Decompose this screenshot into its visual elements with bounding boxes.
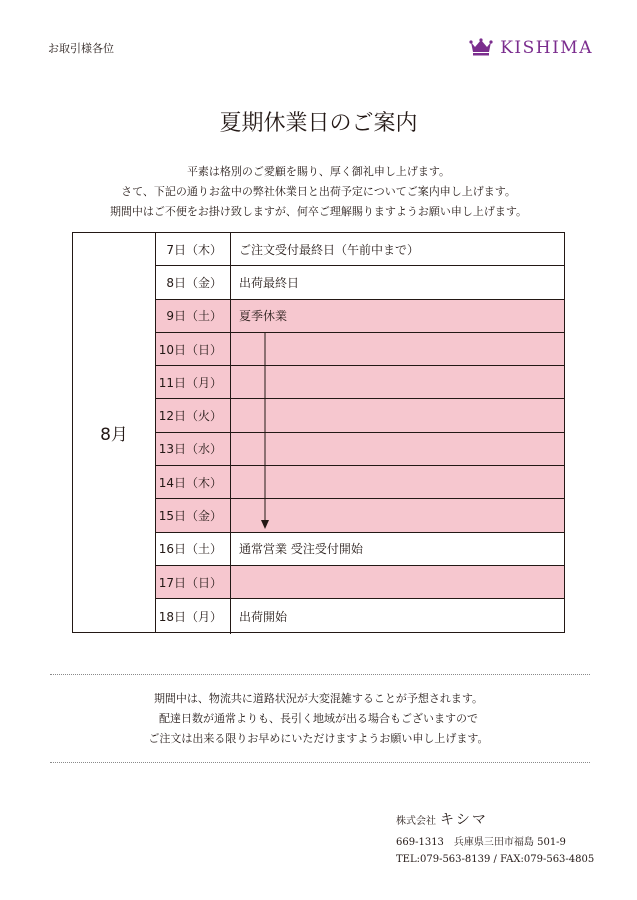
notice-line: ご注文は出来る限りお早めにいただけますようお願い申し上げます。 (148, 732, 489, 745)
schedule-row (156, 233, 564, 266)
schedule-note: 出荷最終日 (239, 275, 300, 290)
notice-line: 期間中は、物流共に道路状況が大変混雑することが予想されます。 (153, 692, 484, 705)
schedule-date: 10日（日） (156, 333, 231, 365)
schedule-note (231, 399, 564, 431)
down-arrow-icon (261, 333, 269, 529)
schedule-row (156, 466, 564, 499)
schedule-date: 14日（木） (156, 466, 231, 498)
schedule-date: 8日（金） (156, 266, 231, 298)
recipient-label: お取引様各位 (48, 42, 114, 55)
schedule-note (231, 433, 564, 465)
divider (50, 762, 590, 763)
schedule-note: 夏季休業 (239, 309, 288, 324)
schedule-date: 15日（金） (156, 499, 231, 531)
schedule-rows (156, 233, 564, 632)
company-logo (468, 38, 593, 58)
company-address: 669-1313 兵庫県三田市福島 501-9 (396, 837, 566, 848)
schedule-date: 18日（月） (156, 599, 231, 634)
crown-icon (468, 38, 494, 58)
month-cell: 8月 (73, 233, 156, 632)
schedule-date: 9日（土） (156, 300, 231, 332)
schedule-row (156, 566, 564, 599)
schedule-note (231, 499, 564, 531)
schedule-row (156, 266, 564, 299)
intro-line: 期間中はご不便をお掛け致しますが、何卒ご理解賜りますようお願い申し上げます。 (109, 205, 528, 218)
page-title: 夏期休業日のご案内 (219, 111, 418, 136)
schedule-row (156, 300, 564, 333)
schedule-row (156, 533, 564, 566)
intro-line: 平素は格別のご愛顧を賜り、厚く御礼申し上げます。 (186, 165, 451, 178)
schedule-row (156, 366, 564, 399)
schedule-date: 16日（土） (156, 533, 231, 565)
company-contact: TEL:079-563-8139 / FAX:079-563-4805 (396, 854, 595, 865)
schedule-row (156, 399, 564, 432)
schedule-row (156, 433, 564, 466)
notice-line: 配達日数が通常よりも、長引く地域が出る場合もございますので (159, 712, 478, 725)
schedule-note (231, 366, 564, 398)
schedule-note (231, 466, 564, 498)
company-address-block (396, 834, 594, 868)
schedule-row (156, 499, 564, 532)
schedule-note: ご注文受付最終日（午前中まで） (239, 242, 420, 257)
intro-line: さて、下記の通りお盆中の弊社休業日と出荷予定についてご案内申し上げます。 (121, 185, 516, 198)
company-name: キシマ (440, 812, 488, 828)
schedule-date: 12日（火） (156, 399, 231, 431)
schedule-note (231, 566, 564, 598)
schedule-note (231, 333, 564, 365)
schedule-date: 7日（木） (156, 233, 231, 265)
schedule-date: 13日（水） (156, 433, 231, 465)
notice-text (0, 689, 637, 749)
company-signature (396, 809, 488, 829)
company-prefix: 株式会社 (396, 816, 436, 827)
intro-text (0, 162, 637, 222)
schedule-date: 17日（日） (156, 566, 231, 598)
schedule-note: 通常営業 受注受付開始 (239, 542, 363, 557)
schedule-row (156, 333, 564, 366)
schedule-table (72, 232, 565, 633)
schedule-date: 11日（月） (156, 366, 231, 398)
schedule-note: 出荷開始 (239, 610, 288, 625)
schedule-row (156, 599, 564, 634)
logo-text: KISHIMA (500, 38, 593, 58)
divider (50, 674, 590, 675)
